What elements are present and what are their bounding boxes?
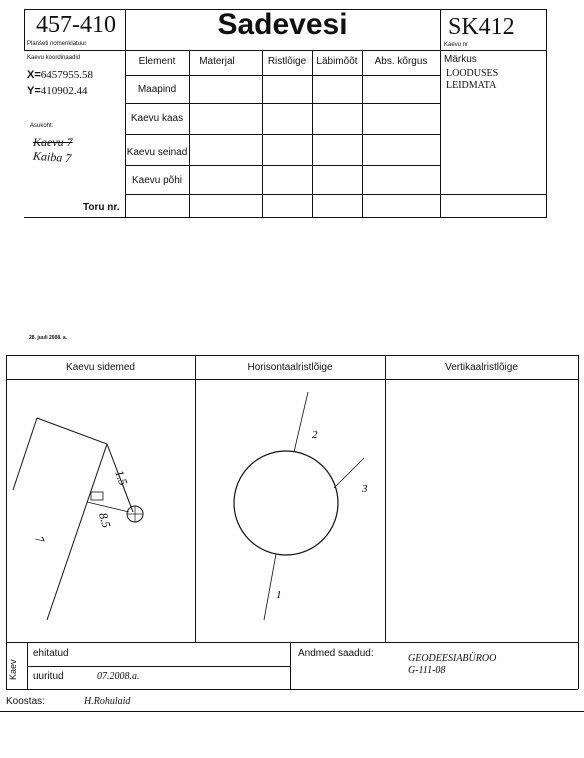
- col-material: Materjal: [199, 56, 235, 67]
- remarks-line-1: LOODUSES: [446, 68, 499, 79]
- coord-y: [27, 85, 88, 97]
- col-horizontal-section: Horisontaalristlõige: [247, 362, 333, 373]
- coord-x-value: 6457955.58: [40, 69, 94, 81]
- tie-label-2: 8.5: [96, 511, 114, 530]
- sheet-caption: Planšeti nomenklatuur: [27, 41, 87, 47]
- location-handwritten: Kaiba 7: [32, 148, 72, 166]
- surveyed-value: 07.2008.a.: [97, 671, 140, 682]
- compiler-label: Koostas:: [6, 696, 45, 707]
- col-diameter: Läbimõõt: [316, 56, 358, 67]
- well-ties-sketch: [7, 380, 195, 642]
- well-caption: Kaevu nr: [444, 42, 469, 48]
- coords-caption: Kaevu koordinaadid: [27, 55, 81, 61]
- surveyed-label: uuritud: [33, 671, 64, 682]
- location-caption: Asukoht:: [30, 123, 54, 129]
- coord-y-value: 410902.44: [40, 85, 88, 97]
- remarks-title: Märkus: [444, 54, 477, 65]
- source-line-2: G-111-08: [408, 665, 446, 676]
- col-vertical-section: Vertikaalristlõige: [445, 362, 518, 373]
- pipe-label-3: 3: [362, 483, 368, 495]
- well-circle-icon: [234, 451, 338, 555]
- built-label: ehitatud: [33, 648, 69, 659]
- horizontal-section-sketch: [196, 380, 385, 642]
- col-element: Element: [138, 56, 176, 67]
- col-well-ties: Kaevu sidemed: [66, 362, 135, 373]
- kaev-label: Kaev: [8, 659, 18, 680]
- remarks-line-2: LEIDMATA: [446, 80, 497, 91]
- document-title: Sadevesi: [217, 8, 348, 41]
- source-line-1: GEODEESIABÜROO: [408, 653, 497, 664]
- coord-x-label: X=: [27, 69, 41, 81]
- date-line: 28. juuli 2008. a.: [29, 335, 68, 341]
- row-bottom: Kaevu põhi: [131, 175, 183, 186]
- pipe-label-1: 1: [276, 589, 282, 601]
- tie-label-3: 7: [32, 534, 48, 545]
- coord-x: [27, 69, 93, 81]
- row-walls: Kaevu seinad: [126, 147, 188, 158]
- row-ground: Maapind: [137, 84, 177, 95]
- sheet-number: 457-410: [36, 12, 116, 38]
- col-cross-section: Ristlõige: [267, 56, 307, 67]
- pipe-label-2: 2: [312, 429, 318, 441]
- location-struck: Kaevu 7: [33, 135, 73, 149]
- col-abs-height: Abs. kõrgus: [374, 56, 428, 67]
- row-lid: Kaevu kaas: [130, 113, 184, 124]
- pipe-label: Toru nr.: [83, 202, 120, 213]
- well-code: SK412: [448, 14, 515, 40]
- tie-label-1: 1.5: [112, 468, 131, 488]
- source-label: Andmed saadud:: [298, 648, 374, 659]
- coord-y-label: Y=: [27, 85, 41, 97]
- compiler-value: H.Rohulaid: [84, 696, 131, 707]
